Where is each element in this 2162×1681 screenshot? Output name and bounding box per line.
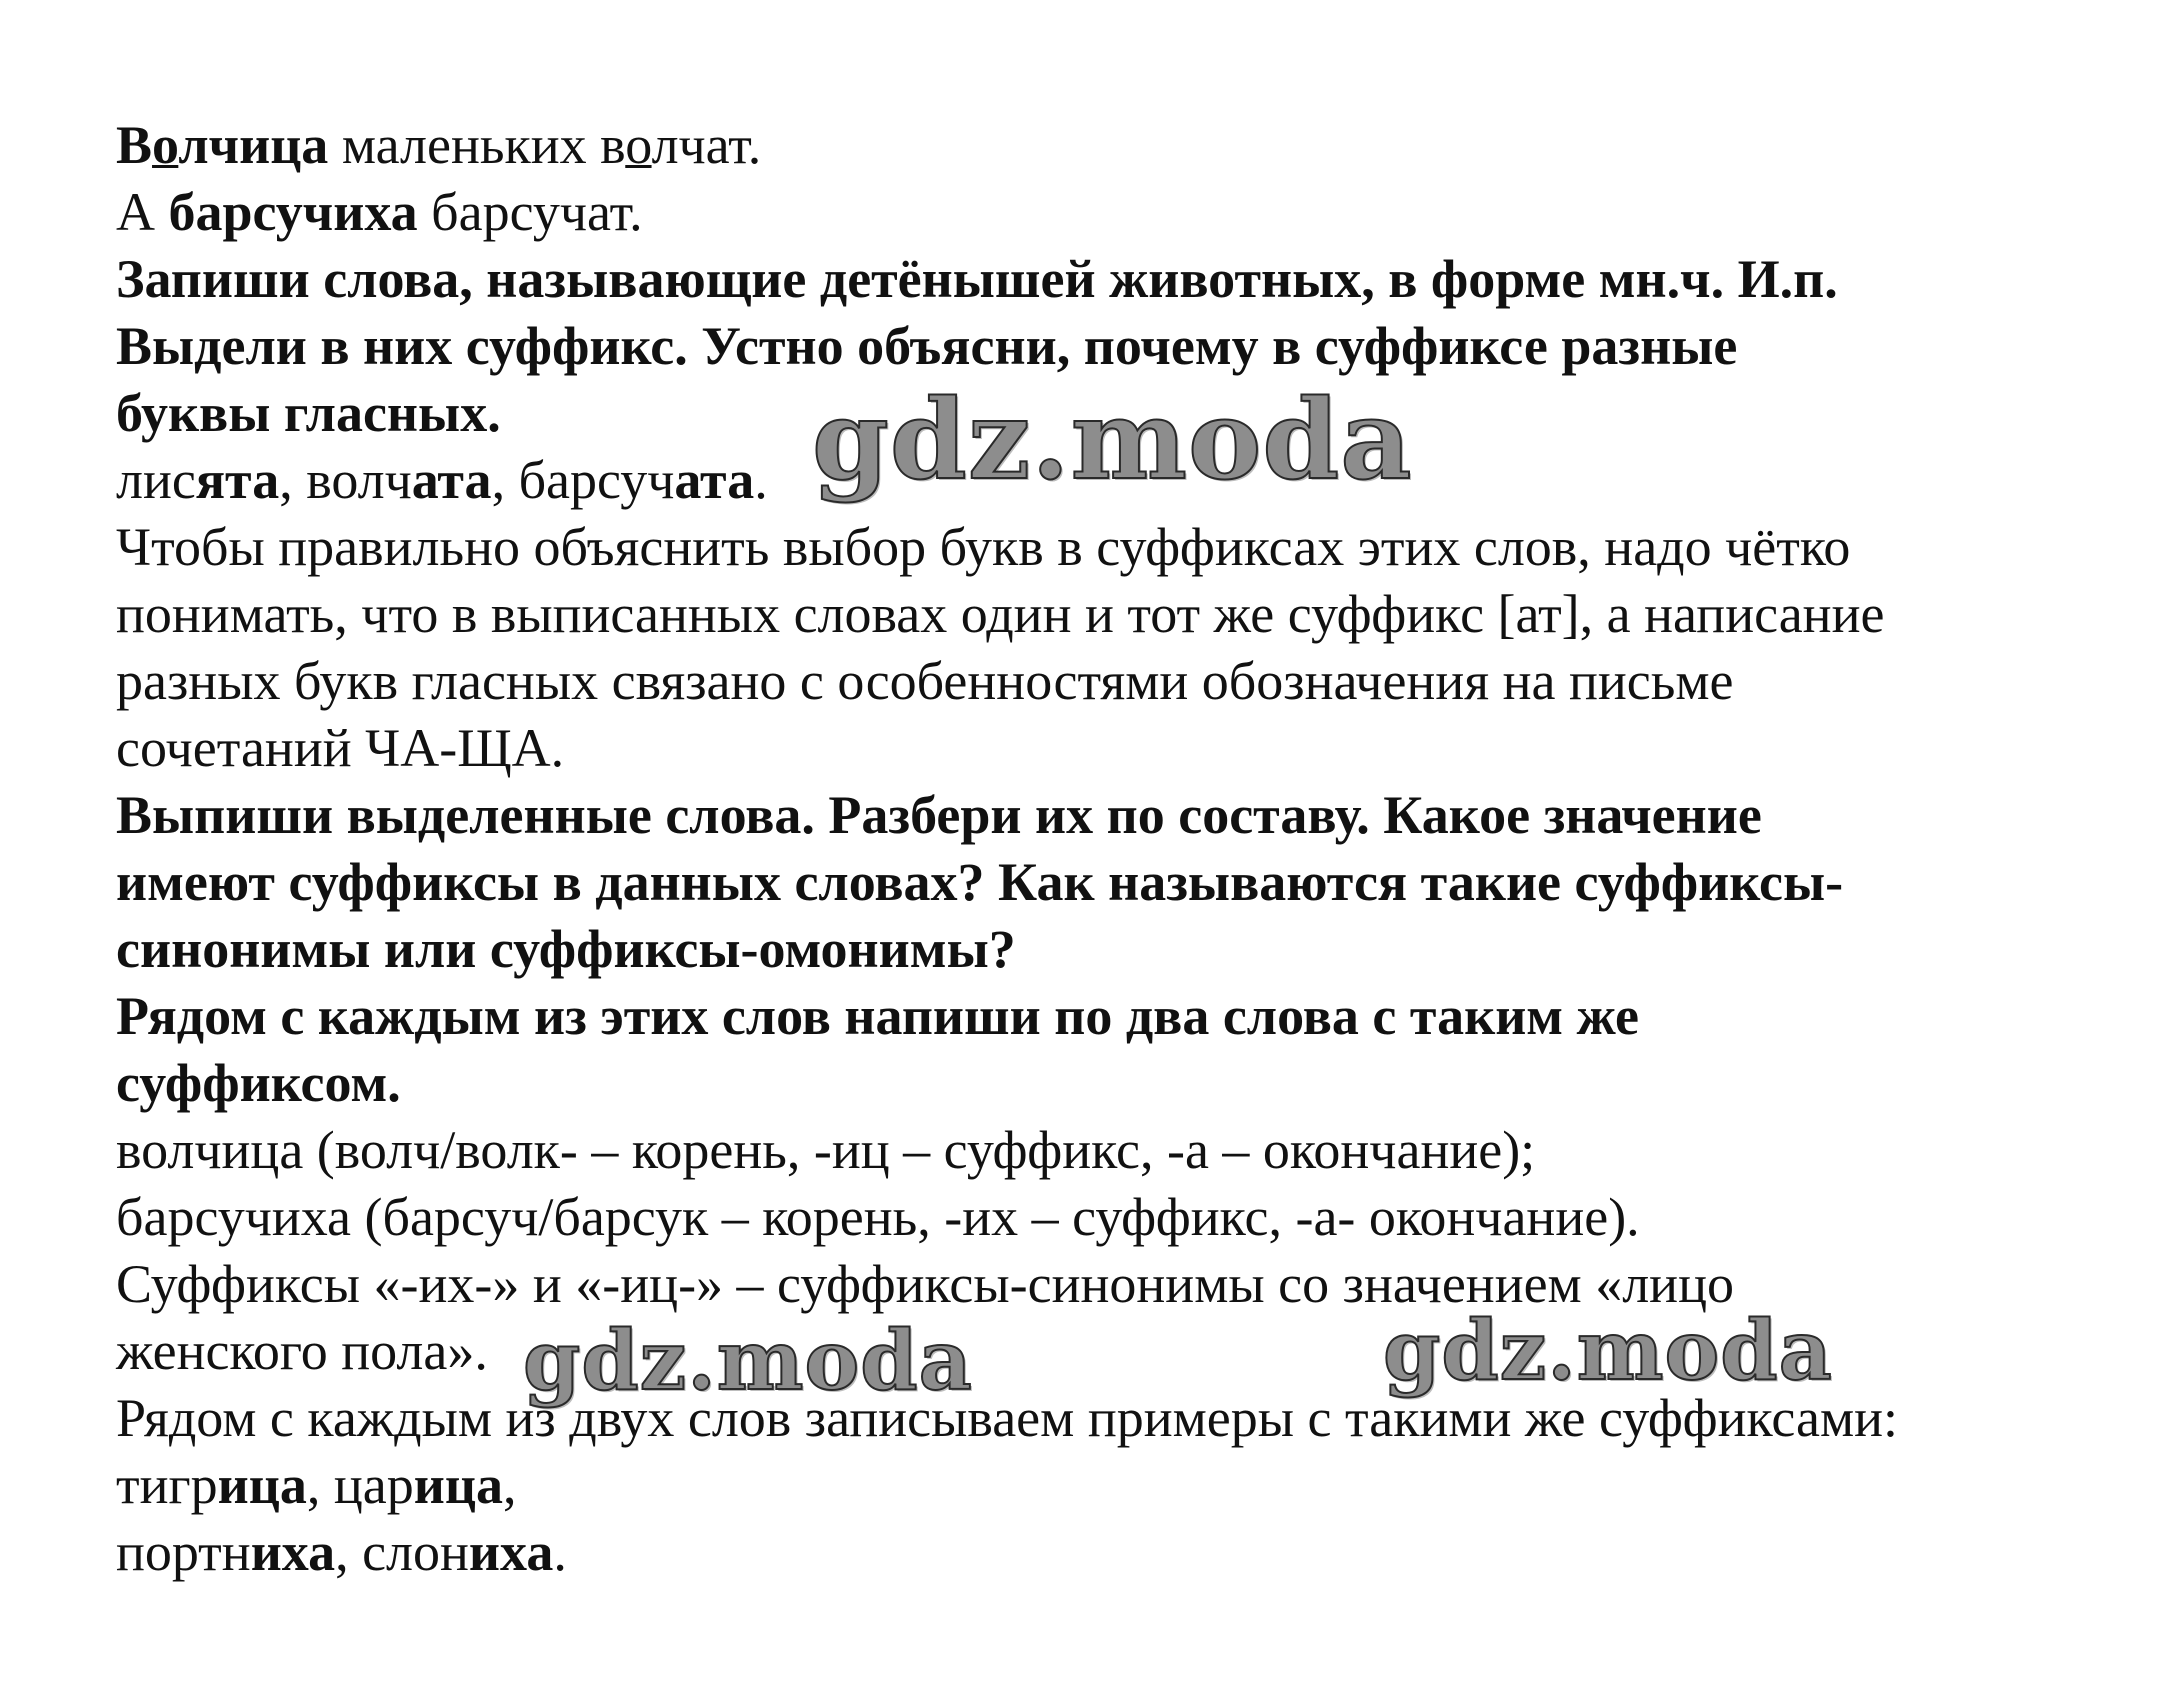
watermark: gdz.moda (812, 375, 1413, 504)
answer-1-explanation-4: сочетаний ЧА-ЩА. (116, 718, 565, 778)
answer-1-explanation-3: разных букв гласных связано с особенностями обозначения на письме (116, 651, 1734, 711)
answer-1-explanation-1: Чтобы правильно объяснить выбор букв в суффиксах этих слов, надо чётко (116, 517, 1851, 577)
watermark: gdz.moda (1383, 1303, 1833, 1399)
bold-word-barsuchikha: барсучиха (168, 182, 418, 242)
suffix-highlight: иха (468, 1522, 554, 1582)
underlined-vowel: о (152, 115, 179, 175)
task-1-line-3: буквы гласных. (116, 383, 501, 443)
answer-1-explanation-2: понимать, что в выписанных словах один и тот же суффикс [ат], а написание (116, 584, 1885, 644)
task-2-line-2: имеют суффиксы в данных словах? Как называются такие суффиксы- (116, 852, 1844, 912)
answer-2-line-2: барсучиха (барсуч/барсук – корень, -их – суффикс, -а- окончание). (116, 1187, 1640, 1247)
poem-line-1: Волчица маленьких волчат. (116, 115, 762, 175)
answer-3-examples-2: портниха, слониха. (116, 1522, 567, 1582)
suffix-highlight: ата (674, 450, 755, 510)
answer-2-line-3: Суффиксы «-их-» и «-иц-» – суффиксы-синонимы со значением «лицо (116, 1254, 1734, 1314)
watermark: gdz.moda (523, 1313, 973, 1409)
task-3-line-2: суффиксом. (116, 1053, 401, 1113)
task-1-line-2: Выдели в них суффикс. Устно объясни, почему в суффиксе разные (116, 316, 1738, 376)
suffix-highlight: иха (250, 1522, 336, 1582)
suffix-highlight: ята (195, 450, 280, 510)
task-3-line-1: Рядом с каждым из этих слов напиши по два слова с таким же (116, 986, 1639, 1046)
task-2-line-1: Выпиши выделенные слова. Разбери их по составу. Какое значение (116, 785, 1762, 845)
task-1-line-1: Запиши слова, называющие детёнышей животных, в форме мн.ч. И.п. (116, 249, 1838, 309)
suffix-highlight: ица (413, 1455, 503, 1515)
suffix-highlight: ата (411, 450, 492, 510)
answer-3-examples-1: тигрица, царица, (116, 1455, 517, 1515)
document-body (116, 112, 2126, 1586)
suffix-highlight: ица (217, 1455, 307, 1515)
bold-word-volchitsa: Волчица (116, 115, 329, 175)
answer-1-words: лисята, волчата, барсучата. (116, 450, 768, 510)
answer-2-line-1: волчица (волч/волк- – корень, -иц – суффикс, -а – окончание); (116, 1120, 1536, 1180)
answer-2-line-4: женского пола». (116, 1321, 488, 1381)
underlined-vowel: о (625, 115, 652, 175)
task-2-line-3: синонимы или суффиксы-омонимы? (116, 919, 1016, 979)
answer-3-intro: Рядом с каждым из двух слов записываем примеры с такими же суффиксами: (116, 1388, 1899, 1448)
poem-line-2: А барсучиха барсучат. (116, 182, 643, 242)
